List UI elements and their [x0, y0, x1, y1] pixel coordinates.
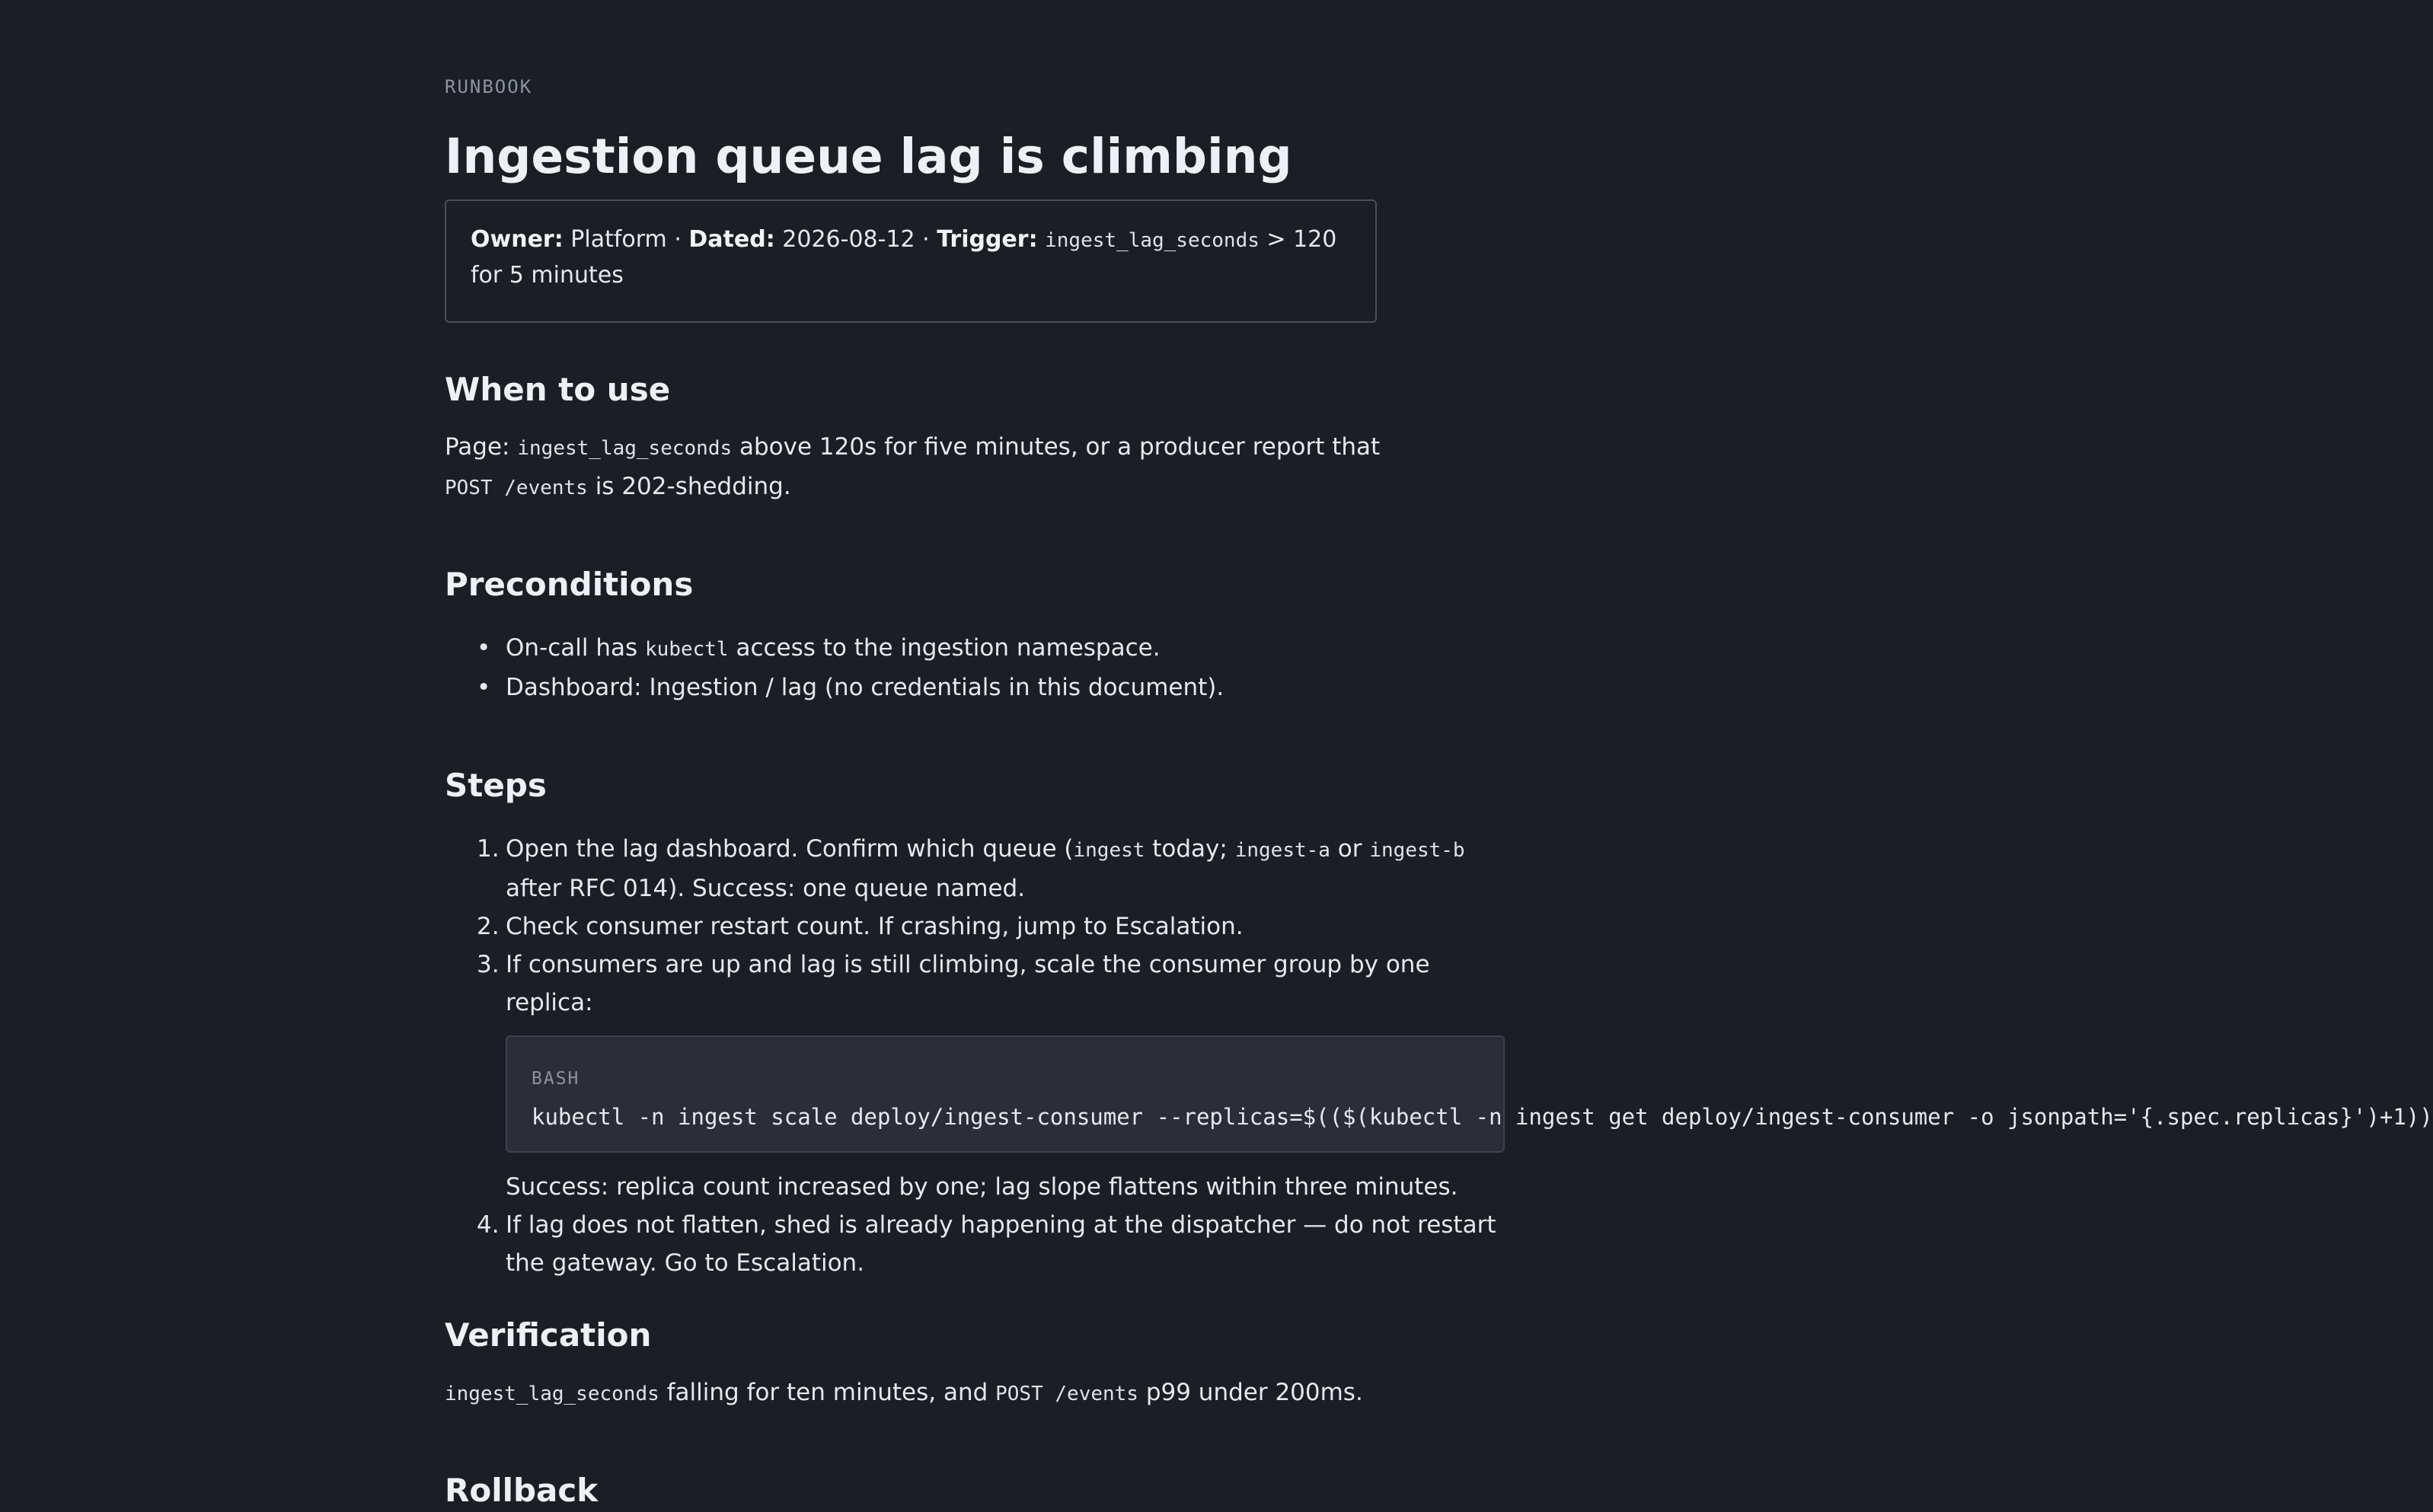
inline-code: POST /events [995, 1383, 1138, 1405]
text: Open the lag dashboard. Confirm which queue ( [506, 835, 1074, 863]
inline-code: ingest-a [1234, 839, 1330, 862]
text: p99 under 200ms. [1138, 1379, 1363, 1406]
list-item [445, 668, 1511, 707]
when-to-use-paragraph [445, 428, 1381, 507]
bullet: • [477, 634, 491, 662]
section-heading-rollback: Rollback [445, 1472, 599, 1509]
verification-paragraph [445, 1373, 1381, 1413]
code-block[interactable] [506, 1035, 2433, 1153]
step-success-text: Success: replica count increased by one; lag slope flattens within three minutes. [506, 1173, 1458, 1201]
section-heading-preconditions: Preconditions [445, 566, 694, 603]
text: If lag does not flatten, shed is already happening at the dispatcher — do not restart the gateway. Go to Escalation. [506, 1211, 1496, 1277]
text: or [1330, 835, 1370, 863]
preconditions-list [445, 629, 1511, 707]
text: falling for ten minutes, and [659, 1379, 996, 1406]
inline-code: ingest_lag_seconds [445, 1383, 659, 1405]
inline-code: kubectl [645, 638, 729, 661]
section-heading-steps: Steps [445, 767, 547, 804]
text: Check consumer restart count. If crashing, jump to Escalation. [506, 913, 1244, 940]
text: above 120s for five minutes, or a producer report that [732, 433, 1381, 461]
text: Dashboard: Ingestion / lag (no credentials in this document). [506, 674, 1224, 701]
step-item [445, 1206, 1511, 1282]
trigger-metric-code: ingest_lag_seconds [1045, 229, 1260, 252]
doc-type-label: RUNBOOK [445, 76, 533, 97]
text: Page: [445, 433, 518, 461]
separator: · [915, 226, 937, 253]
list-item [445, 629, 1511, 668]
owner-label: Owner: [471, 226, 564, 253]
step-item [445, 908, 1511, 946]
code-content[interactable]: kubectl -n ingest scale deploy/ingest-consumer --replicas=$(($(kubectl -n ingest get deploy/ingest-consumer -o jsonpath='{.spec.replicas}')+1)) [532, 1104, 2433, 1130]
text: If consumers are up and lag is still climbing, scale the consumer group by one replica: [506, 951, 1430, 1016]
inline-code: ingest-b [1369, 839, 1465, 862]
inline-code: POST /events [445, 477, 588, 499]
step-number: 3. [477, 951, 500, 978]
text: On-call has [506, 634, 646, 662]
step-item [445, 946, 2433, 1206]
dated-value: 2026-08-12 [782, 226, 915, 253]
text: today; [1145, 835, 1235, 863]
owner-value: Platform [570, 226, 667, 253]
bullet: • [477, 674, 491, 701]
step-item [445, 830, 1511, 908]
inline-code: ingest_lag_seconds [517, 437, 733, 460]
inline-code: ingest [1073, 839, 1145, 862]
steps-list [445, 830, 2433, 1282]
dated-label: Dated: [688, 226, 775, 253]
code-language-label: BASH [532, 1069, 580, 1089]
step-number: 1. [477, 835, 500, 863]
text: is 202-shedding. [587, 473, 791, 500]
metadata-box [445, 199, 1377, 323]
step-number: 4. [477, 1211, 500, 1239]
separator: · [666, 226, 689, 253]
page-title: Ingestion queue lag is climbing [445, 129, 1292, 184]
section-heading-when-to-use: When to use [445, 371, 671, 408]
trigger-label: Trigger: [937, 226, 1038, 253]
section-heading-verification: Verification [445, 1316, 652, 1354]
trigger-condition: > 120 for 5 minutes [471, 226, 1337, 289]
step-number: 2. [477, 913, 500, 940]
text: after RFC 014). Success: one queue named. [506, 875, 1026, 902]
text: access to the ingestion namespace. [728, 634, 1161, 662]
